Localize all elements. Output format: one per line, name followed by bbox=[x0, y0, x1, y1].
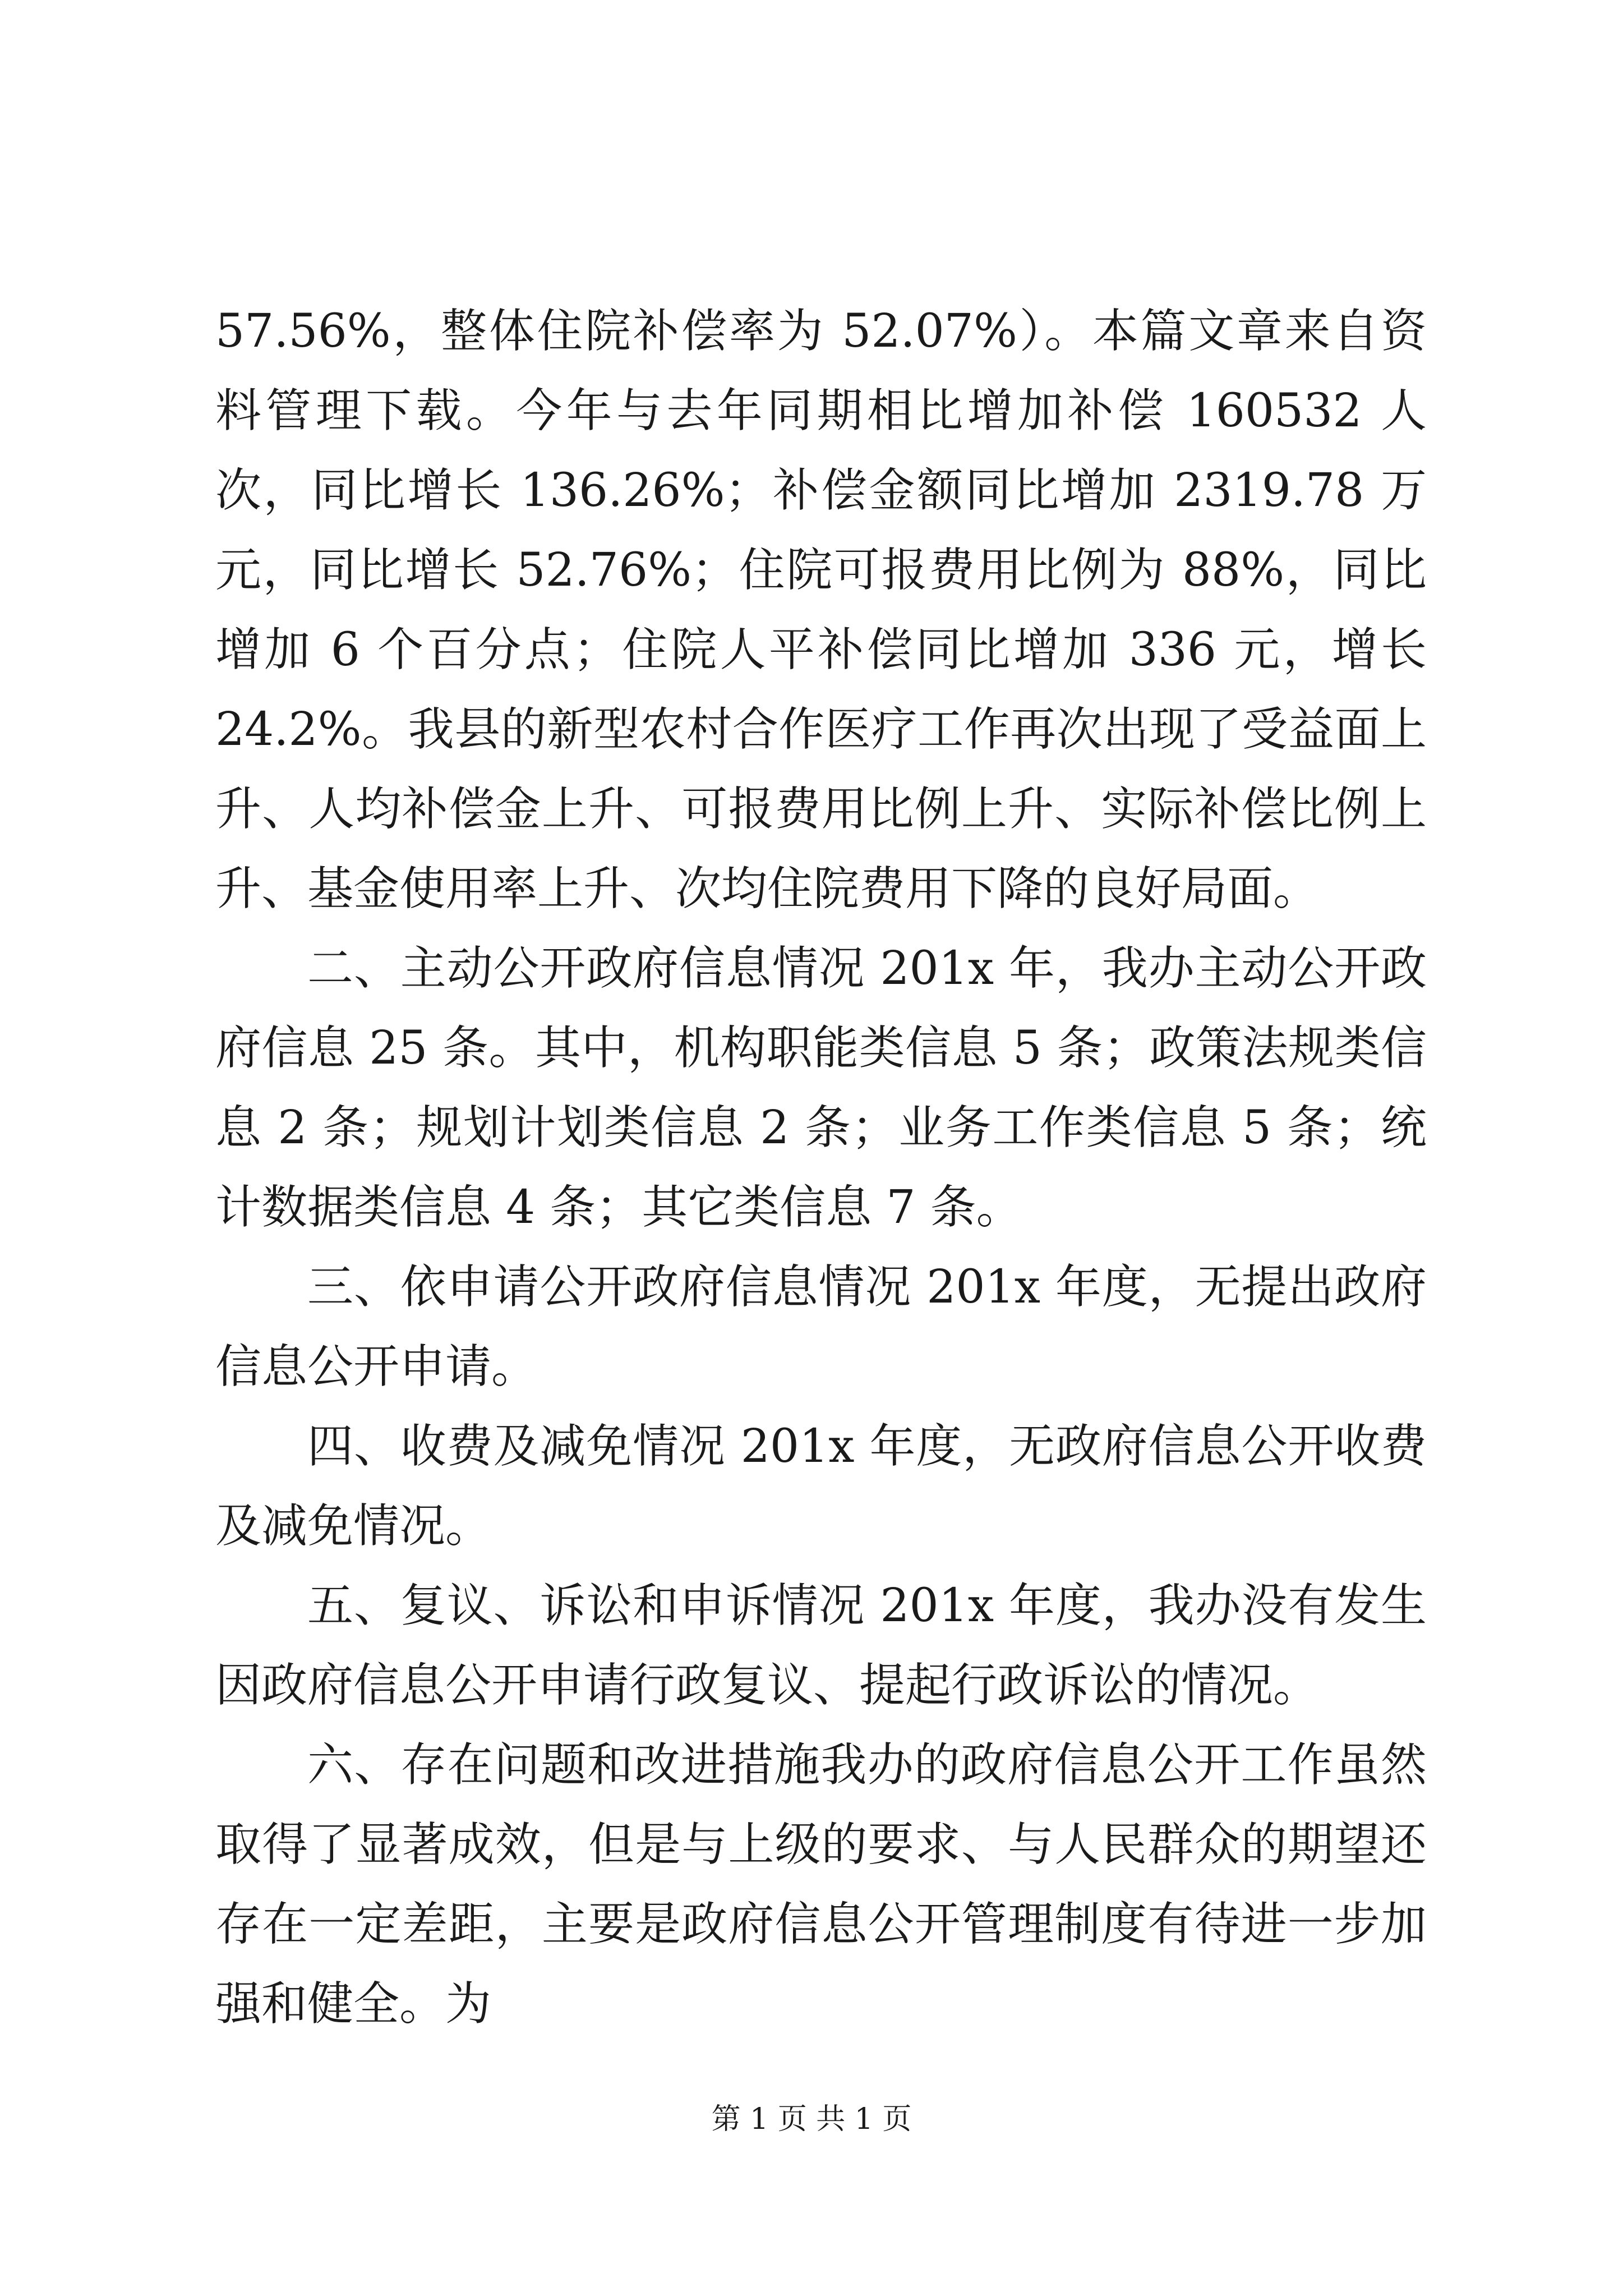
paragraph-4: 四、收费及减免情况 201x 年度，无政府信息公开收费及减免情况。 bbox=[215, 1420, 1427, 1553]
paragraph-6: 六、存在问题和改进措施我办的政府信息公开工作虽然取得了显著成效，但是与上级的要求、与人民群众的期望还存在一定差距，主要是政府信息公开管理制度有待进一步加强和健全。为 bbox=[215, 1738, 1427, 2031]
paragraph-2: 二、主动公开政府信息情况 201x 年，我办主动公开政府信息 25 条。其中，机构职能类信息 5 条；政策法规类信息 2 条；规划计划类信息 2 条；业务工作类信息 5 条；统计数据类信息 4 条；其它类信息 7 条。 bbox=[215, 942, 1427, 1234]
paragraph-1: 57.56%，整体住院补偿率为 52.07%）。本篇文章来自资料管理下载。今年与去年同期相比增加补偿 160532 人次，同比增长 136.26%；补偿金额同比增加 2319.78 万元，同比增长 52.76%；住院可报费用比例为 88%，同比增加 6 个百分点；住院人平补偿同比增加 336 元，增长 24.2%。我县的新型农村合作医疗工作再次出现了受益面上升、人均补偿金上升、可报费用比例上升、实际补偿比例上升、基金使用率上升、次均住院费用下降的良好局面。 bbox=[215, 305, 1427, 915]
page-number-footer: 第 1 页 共 1 页 bbox=[711, 2102, 912, 2136]
paragraph-3: 三、依申请公开政府信息情况 201x 年度，无提出政府信息公开申请。 bbox=[215, 1260, 1427, 1393]
document-body bbox=[215, 292, 1427, 2044]
paragraph-5: 五、复议、诉讼和申诉情况 201x 年度，我办没有发生因政府信息公开申请行政复议、提起行政诉讼的情况。 bbox=[215, 1579, 1427, 1712]
